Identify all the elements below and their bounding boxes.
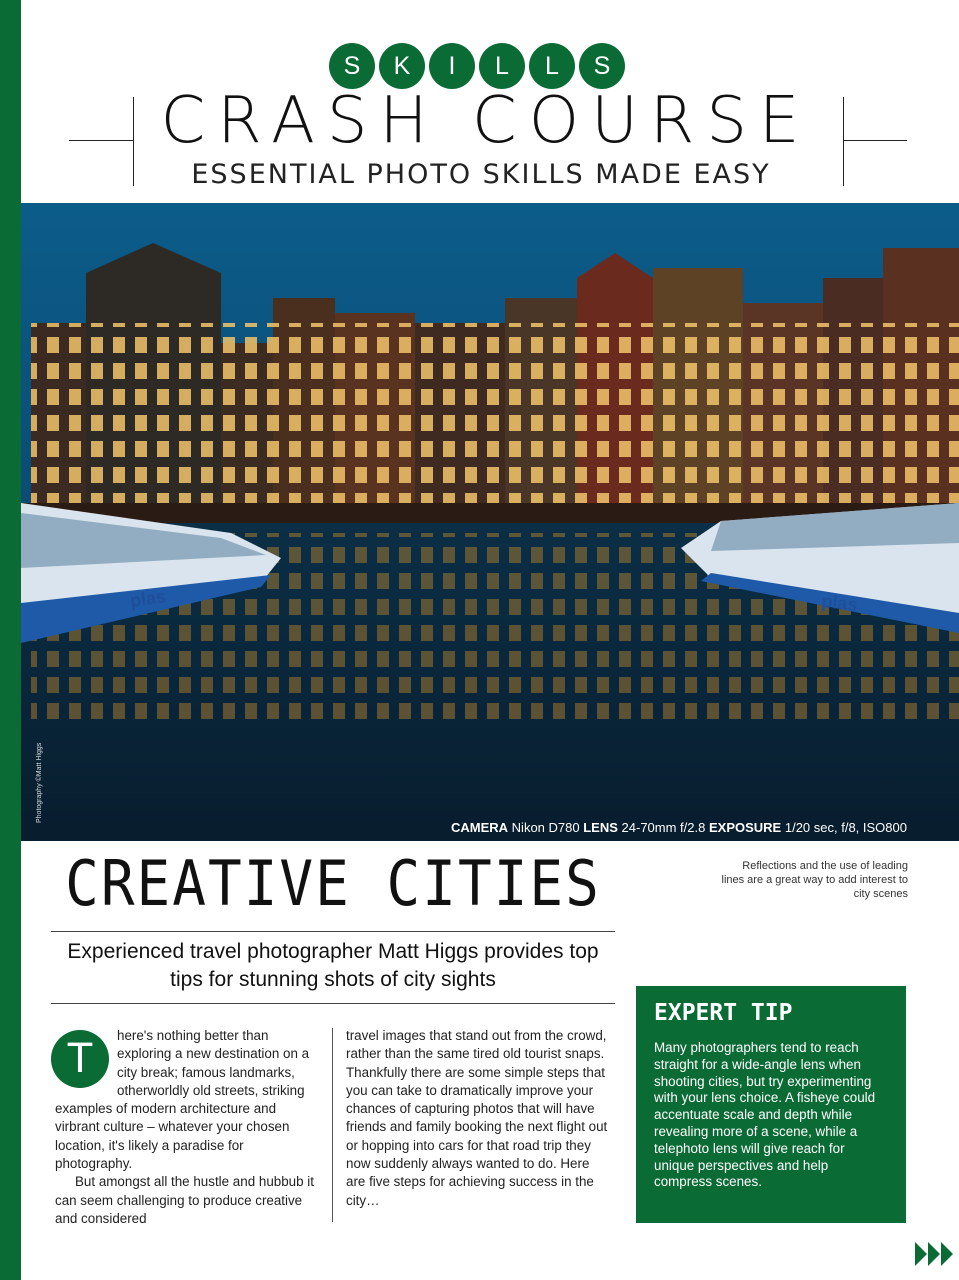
headline-rule-top [51,931,615,932]
exif-camera-value: Nikon D780 [511,820,580,835]
exif-info [451,820,907,835]
article-paragraph: here's nothing better than exploring a new destination on a city break; famous landmarks, otherworldly old streets, striking examples of modern architecture and virbrant culture – whatever your chosen location, it's likely a paradise for photography. [55,1028,310,1172]
expert-tip-box [636,986,906,1223]
header-rule-left-v [133,97,134,186]
triple-chevron-right-icon[interactable] [915,1241,955,1272]
hero-photo [21,203,959,841]
section-subtitle: ESSENTIAL PHOTO SKILLS MADE EASY [191,159,771,190]
skills-badges [329,43,625,89]
skills-letter: L [529,43,575,89]
skills-letter: I [429,43,475,89]
article-standfirst: Experienced travel photographer Matt Higgs provides top tips for stunning shots of city sights [67,940,599,991]
drop-cap: T [51,1030,109,1088]
exif-exposure-value: 1/20 sec, f/8, ISO800 [784,820,907,835]
article-paragraph: travel images that stand out from the crowd, rather than the same tired old tourist snaps. Thankfully there are some simple steps that you can take to dramatically improve your chances of capturing photos that will have friends and family booking the next flight out or hopping into cars for that road trip they now suddenly always wanted to do. Here are five steps for achieving success in the city… [346,1028,608,1208]
skills-letter: S [579,43,625,89]
skills-letter: L [479,43,525,89]
header-rule-right-h [843,140,907,141]
headline-rule-bottom [51,1003,615,1004]
skills-letter: S [329,43,375,89]
expert-tip-title: EXPERT TIP [654,1000,793,1026]
canal-houses-illustration [21,203,959,841]
section-title: CRASH COURSE [160,84,812,158]
header-rule-right-v [843,97,844,186]
boat-label: plas [128,586,168,611]
exif-exposure-label: EXPOSURE [708,820,782,835]
article-paragraph: But amongst all the hustle and hubbub it can seem challenging to produce creative and considered [55,1174,314,1226]
side-accent-bar [0,0,21,1280]
column-divider [332,1028,333,1222]
boat-label: plas [820,591,859,615]
skills-letter: K [379,43,425,89]
exif-lens-label: LENS [583,820,618,835]
exif-lens-value: 24-70mm f/2.8 [621,820,706,835]
photo-caption: Reflections and the use of leading lines are a great way to add interest to city scenes [721,860,908,900]
article-column-1 [55,1027,317,1228]
article-headline: CREATIVE CITIES [65,848,601,921]
photo-credit: Photography ©Matt Higgs [36,742,43,823]
article-column-2 [346,1027,608,1210]
exif-camera-label: CAMERA [450,820,509,835]
expert-tip-body: Many photographers tend to reach straight for a wide-angle lens when shooting cities, but try experimenting with your lens choice. A fisheye could accentuate scale and depth while revealing more of a scene, while a telephoto lens will give reach for unique perspectives and help compress scenes. [654,1040,876,1190]
header-rule-left-h [69,140,133,141]
